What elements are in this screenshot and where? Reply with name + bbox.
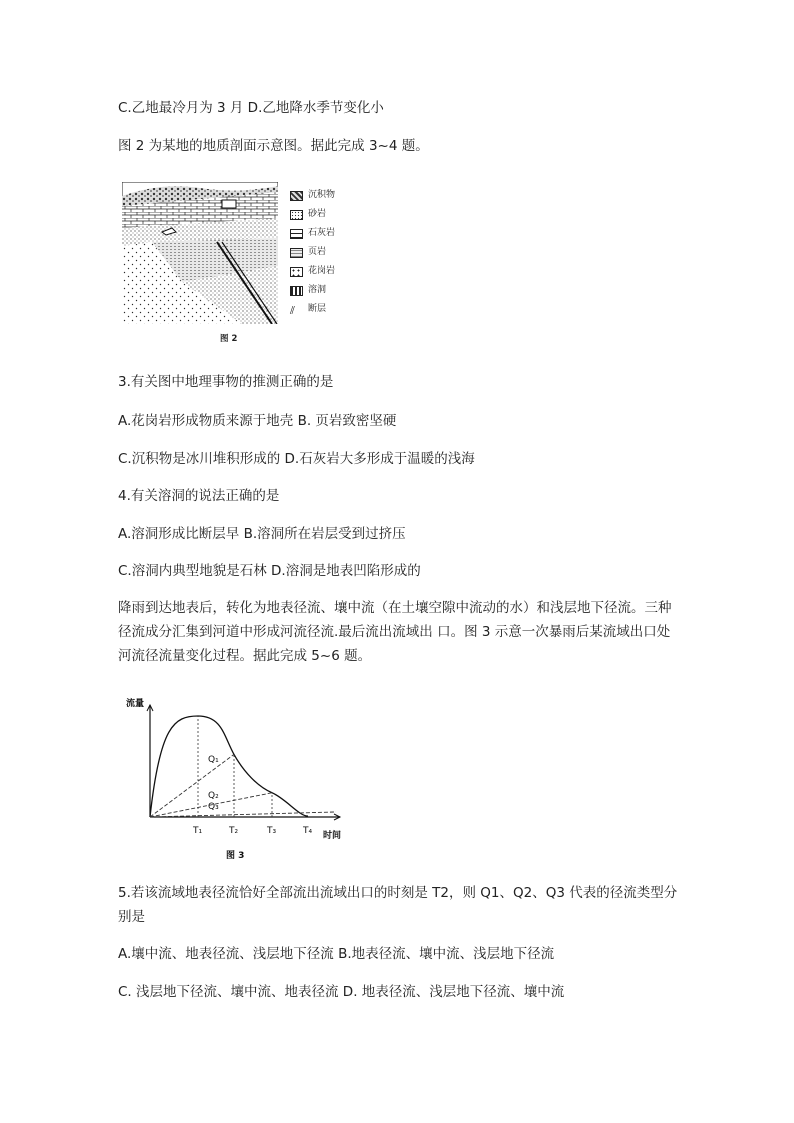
legend-item — [290, 266, 335, 277]
legend-item — [290, 285, 326, 296]
option-line-cd-q2: C.乙地最冷月为 3 月 D.乙地降水季节变化小 — [118, 100, 384, 116]
legend-label: 石灰岩 — [308, 228, 336, 238]
geologic-section — [122, 182, 278, 324]
legend-swatch — [290, 210, 303, 220]
x-tick-label: T₁ — [193, 826, 203, 836]
legend-label: 断层 — [308, 304, 327, 314]
hydrograph-chart — [118, 685, 358, 865]
question-5-options-ab: A.壤中流、地表径流、浅层地下径流 B.地表径流、壤中流、浅层地下径流 — [118, 946, 555, 962]
series-label: Q₂ — [208, 791, 219, 801]
question-5-options-cd: C. 浅层地下径流、壤中流、地表径流 D. 地表径流、浅层地下径流、壤中流 — [118, 984, 565, 1000]
legend-swatch — [290, 267, 303, 277]
series-q1-line — [150, 754, 234, 817]
figure-3 — [118, 685, 358, 865]
series-label: Q₃ — [208, 802, 219, 812]
legend-label: 花岗岩 — [308, 266, 336, 276]
total-runoff-curve — [150, 716, 308, 817]
legend-item — [290, 209, 326, 220]
legend-label: 沉积物 — [308, 190, 336, 200]
figure2-intro: 图 2 为某地的地质剖面示意图。据此完成 3~4 题。 — [118, 138, 429, 154]
legend-item — [290, 228, 335, 239]
legend-label: 溶洞 — [308, 285, 327, 295]
x-axis-label: 时间 — [323, 831, 342, 841]
series-q3-line — [150, 812, 336, 817]
series-label: Q₁ — [208, 755, 219, 765]
x-tick-label: T₄ — [303, 826, 313, 836]
fault-symbol-icon: ⫽ — [290, 303, 295, 317]
question-4-options-ab: A.溶洞形成比断层早 B.溶洞所在岩层受到过挤压 — [118, 526, 406, 542]
legend-label: 页岩 — [308, 247, 327, 257]
question-5: 5.若该流域地表径流恰好全部流出流域出口的时刻是 T2，则 Q1、Q2、Q3 代表的径流类型分别是 — [118, 885, 678, 925]
figure2-caption: 图 2 — [220, 334, 238, 344]
question-4-options-cd: C.溶洞内典型地貌是石林 D.溶洞是地表凹陷形成的 — [118, 563, 421, 579]
figure3-caption: 图 3 — [226, 851, 245, 861]
question-3-options-ab: A.花岗岩形成物质来源于地壳 B. 页岩致密坚硬 — [118, 413, 397, 429]
question-3: 3.有关图中地理事物的推测正确的是 — [118, 374, 334, 390]
y-axis-label: 流量 — [126, 699, 145, 709]
x-tick-label: T₂ — [229, 826, 239, 836]
legend-item — [290, 247, 326, 258]
figure-2 — [122, 182, 362, 352]
legend-item — [290, 304, 326, 315]
question-4: 4.有关溶洞的说法正确的是 — [118, 488, 280, 504]
legend-swatch — [290, 191, 303, 201]
legend-swatch — [290, 248, 303, 258]
question-3-options-cd: C.沉积物是冰川堆积形成的 D.石灰岩大多形成于温暖的浅海 — [118, 451, 475, 467]
legend-swatch — [290, 229, 303, 239]
legend-swatch — [290, 286, 303, 296]
legend-item — [290, 190, 335, 201]
legend-label: 砂岩 — [308, 209, 327, 219]
runoff-intro-paragraph: 降雨到达地表后，转化为地表径流、壤中流（在土壤空隙中流动的水）和浅层地下径流。三种径流成分汇集到河道中形成河流径流.最后流出流域出 口。图 3 示意一次暴雨后某流域出口处河流径流量变化过程。据此完成 5~6 题。 — [118, 600, 672, 664]
x-tick-label: T₃ — [267, 826, 277, 836]
